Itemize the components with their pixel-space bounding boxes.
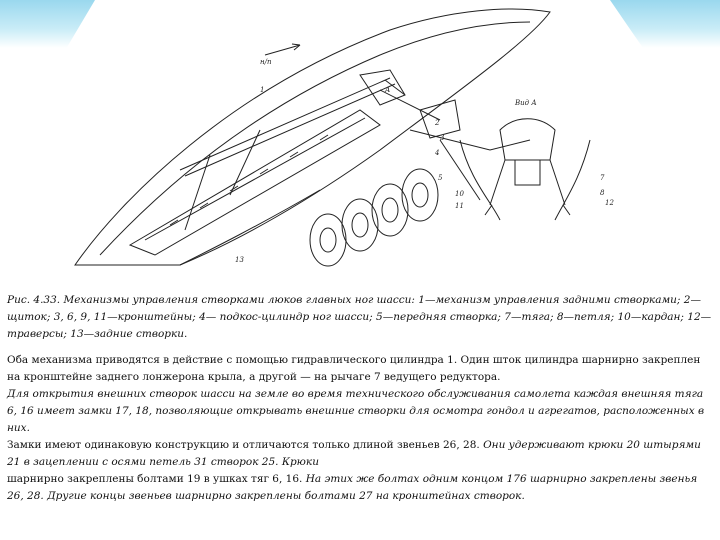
callout-11: 11 xyxy=(455,202,464,210)
paragraph-3-text-b: Они удерживают крюки 20 штырями 21 в зацеплении с осями петель 31 створок 25. Крюки xyxy=(7,439,701,468)
paragraph-2 xyxy=(7,386,713,437)
flight-direction-label: н/п xyxy=(260,58,272,66)
callout-3: 3 xyxy=(440,134,445,142)
paragraph-2-text: Для открытия внешних створок шасси на земле во время технического обслуживания самолета каждая внешняя тяга 6, 16 имеет замки 17, 18, позволяющие открывать внешние створки для осмотра гондол и агрегатов, расположенных в них. xyxy=(7,388,705,434)
arrow-a-label: А xyxy=(385,86,391,94)
caption-text: Рис. 4.33. Механизмы управления створками люков главных ног шасси: 1—механизм управления задними створками; 2—щиток; 3, 6, 9, 11—кронштейны; 4— подкос-цилиндр ног шасси; 5—передняя створка; 7—тяга; 8—петля; 10—кардан; 12— траверсы; 13—задние створки. xyxy=(7,294,712,340)
callout-12: 12 xyxy=(605,199,614,207)
callout-4: 4 xyxy=(435,149,440,157)
paragraph-4-text-b: На этих же болтах одним концом 176 шарнирно закреплены звенья 26, 28. Другие концы звеньев шарнирно закреплены болтами 27 на кронштейнах створок. xyxy=(7,473,698,502)
paragraph-1: Оба механизма приводятся в действие с помощью гидравлического цилиндра 1. Один шток цилиндра шарнирно закреплен на кронштейне заднего лонжерона крыла, а другой — на рычаге 7 ведущего редуктора. xyxy=(7,354,701,383)
landing-gear-door-mechanism-drawing xyxy=(60,0,620,290)
callout-8: 8 xyxy=(600,189,605,197)
view-a-label: Вид А xyxy=(515,99,537,107)
callout-1: 1 xyxy=(260,86,265,94)
paragraph-3 xyxy=(7,437,713,471)
technical-drawing xyxy=(60,0,620,290)
figure-caption xyxy=(7,292,713,343)
callout-5: 5 xyxy=(438,174,443,182)
paragraph-3-text-a: Замки имеют одинаковую конструкцию и отличаются только длиной звеньев 26, 28. xyxy=(7,439,484,451)
callout-2: 2 xyxy=(435,119,440,127)
callout-7: 7 xyxy=(600,174,605,182)
callout-13: 13 xyxy=(235,256,244,264)
decorative-banner-right xyxy=(610,0,720,48)
paragraph-4 xyxy=(7,471,713,505)
body-text xyxy=(7,352,713,505)
callout-10: 10 xyxy=(455,190,464,198)
paragraph-4-text-a: шарнирно закреплены болтами 19 в ушках тяг 6, 16. xyxy=(7,473,306,485)
